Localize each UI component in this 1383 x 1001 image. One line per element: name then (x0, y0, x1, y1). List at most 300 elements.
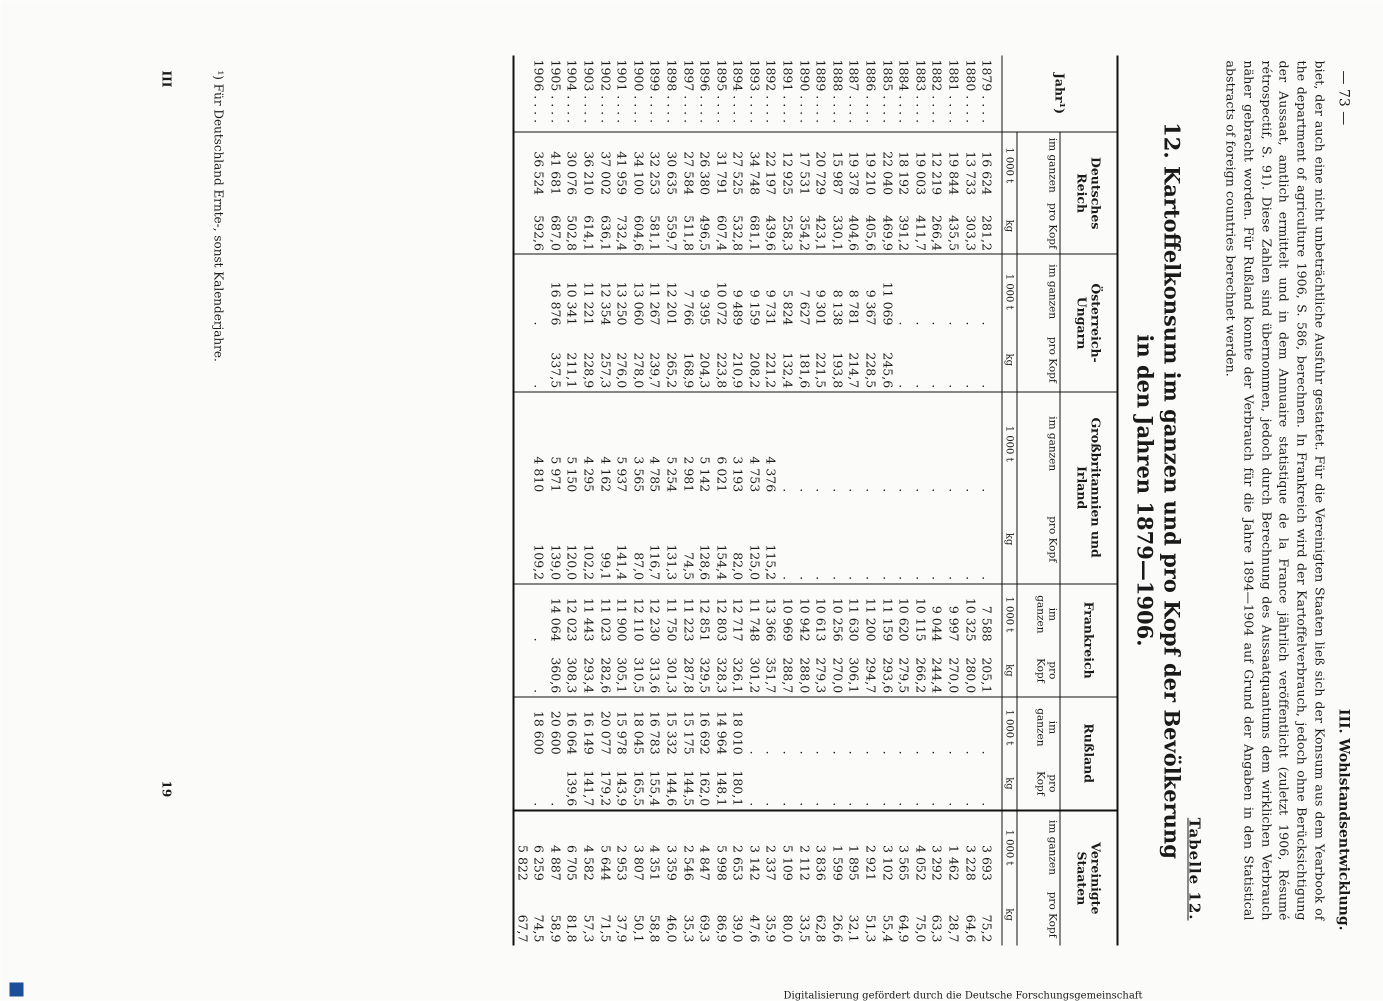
value-cell: 14 964 (713, 696, 730, 757)
year-cell: 1884 . . . . (896, 59, 912, 123)
value-cell: . (945, 696, 962, 757)
value-cell: 11 221 (580, 254, 597, 328)
value-cell: 221,5 (813, 351, 829, 388)
value-cell: 266,2 (912, 656, 928, 693)
value-cell: . (531, 688, 547, 693)
value-cell: 132,4 (780, 351, 796, 388)
value-cell: . (978, 254, 1001, 328)
value-cell: . (929, 391, 946, 495)
value-cell: 11 023 (597, 583, 614, 644)
value-cell: 125,0 (746, 543, 762, 580)
value-cell: 4 810 (530, 391, 547, 495)
value-cell: . (812, 391, 829, 495)
value-cell: 305,1 (614, 656, 630, 693)
table-row (530, 55, 547, 945)
value-cell: . (946, 575, 962, 580)
value-cell: 12 023 (564, 583, 581, 644)
value-cell: 282,6 (597, 656, 613, 693)
value-cell: . (912, 575, 928, 580)
subheader-cell: im ganzen (1017, 810, 1060, 884)
value-cell: 5 824 (779, 254, 796, 328)
value-cell: 143,9 (614, 769, 630, 806)
value-cell: 3 142 (746, 810, 763, 884)
value-cell: 26,6 (829, 914, 845, 942)
table-row (513, 55, 531, 945)
table-row (580, 55, 597, 945)
value-cell: 4 351 (647, 810, 664, 884)
value-cell: 20 729 (812, 132, 829, 198)
value-cell: 681,1 (746, 214, 762, 251)
value-cell: 306,1 (846, 656, 862, 693)
value-cell: 12 851 (696, 583, 713, 644)
value-cell: 36 210 (580, 132, 597, 198)
value-cell: 636,1 (597, 214, 613, 251)
table-row (730, 55, 747, 945)
unit-cell: kg (1002, 495, 1017, 583)
value-cell: 1 599 (829, 810, 846, 884)
value-cell: 193,8 (829, 351, 845, 388)
value-cell: 3 836 (812, 810, 829, 884)
subheader-cell: pro Kopf (1017, 495, 1060, 583)
value-cell: 10 969 (779, 583, 796, 644)
value-cell: . (846, 801, 862, 806)
value-cell: 360,6 (547, 656, 563, 693)
value-cell: . (813, 801, 829, 806)
value-cell: . (829, 696, 846, 757)
table-row (597, 55, 614, 945)
value-cell: 5 254 (663, 391, 680, 495)
value-cell: . (929, 801, 945, 806)
year-cell: 1898 . . . . (663, 59, 679, 123)
value-cell: 10 942 (796, 583, 813, 644)
value-cell: . (895, 696, 912, 757)
value-cell: 5 937 (613, 391, 630, 495)
table-row (912, 55, 929, 945)
value-cell: 128,6 (697, 543, 713, 580)
value-cell: . (863, 801, 879, 806)
unit-cell: 1 000 t (1002, 696, 1017, 757)
table-row (895, 55, 912, 945)
unit-cell: 1 000 t (1002, 810, 1017, 884)
value-cell: 10 115 (912, 583, 929, 644)
value-cell (513, 696, 531, 757)
value-cell: 329,5 (697, 656, 713, 693)
value-cell (513, 328, 531, 391)
value-cell: 13 250 (613, 254, 630, 328)
value-cell: 3 565 (895, 810, 912, 884)
value-cell: 469,9 (879, 214, 895, 251)
value-cell: 10 325 (962, 583, 979, 644)
value-cell (513, 254, 531, 328)
value-cell: 6 259 (530, 810, 547, 884)
subheader-cell: pro Kopf (1017, 198, 1060, 254)
value-cell: 63,3 (929, 914, 945, 942)
year-cell: 1901 . . . . (614, 59, 630, 123)
value-cell: . (895, 391, 912, 495)
value-cell: . (746, 801, 762, 806)
value-cell: 223,8 (713, 351, 729, 388)
value-cell: . (978, 391, 1001, 495)
value-cell: 16 624 (978, 132, 1001, 198)
value-cell: 279,5 (896, 656, 912, 693)
value-cell: 139,6 (564, 769, 580, 806)
value-cell: 559,7 (663, 214, 679, 251)
value-cell: 2 921 (862, 810, 879, 884)
year-cell: 1902 . . . . (597, 59, 613, 123)
year-cell: 1882 . . . . (929, 59, 945, 123)
value-cell: 51,3 (863, 914, 879, 942)
value-cell: 115,2 (763, 543, 779, 580)
value-cell: 4 887 (547, 810, 564, 884)
country-header: Vereinigte Staaten (1060, 810, 1118, 945)
value-cell: 210,9 (730, 351, 746, 388)
value-cell: . (978, 696, 1001, 757)
year-cell: 1894 . . . . (730, 59, 746, 123)
value-cell: . (879, 575, 895, 580)
year-cell: 1886 . . . . (863, 59, 879, 123)
value-cell: 41 959 (613, 132, 630, 198)
value-cell: 5 998 (713, 810, 730, 884)
value-cell: . (862, 696, 879, 757)
value-cell: 58,8 (647, 914, 663, 942)
value-cell (513, 198, 531, 254)
value-cell: 12 925 (779, 132, 796, 198)
value-cell: 141,4 (614, 543, 630, 580)
value-cell: 14 064 (547, 583, 564, 644)
year-cell: 1904 . . . . (564, 59, 580, 123)
year-column-header: Jahr¹) (1002, 55, 1118, 132)
value-cell: 6 705 (564, 810, 581, 884)
value-cell: 288,7 (780, 656, 796, 693)
value-cell: 287,8 (680, 656, 696, 693)
value-cell: 687,0 (547, 214, 563, 251)
value-cell: 30 635 (663, 132, 680, 198)
value-cell: . (896, 383, 912, 388)
value-cell (513, 391, 531, 495)
year-cell: 1903 . . . . (580, 59, 596, 123)
potato-consumption-table (512, 55, 1118, 945)
value-cell: 7 627 (796, 254, 813, 328)
value-cell: 13 733 (962, 132, 979, 198)
value-cell: 9 489 (730, 254, 747, 328)
intro-paragraph: biet, der auch eine nicht unbeträchtliche Ausfuhr gestattet. Für die Vereinigten Staaten ließ sich der Konsum aus dem Yearbook of the department of agriculture 1906, S. 586, berechnen. In Frankreich wird der Kartoffelverbrauch, jedoch ohne Berücksichtigung der Aussaat, amtlich ermittelt und in dem Annuaire statistique de la France jährlich veröffentlicht (zuletzt 1906, Résumé rétrospectif, S. 91). Diese Zahlen sind übernommen, jedoch durch Berechnung des Aussaatquantums dem wirklichen Verbrauch näher gebracht worden. Für Rußland konnte der Verbrauch für die Jahre 1894—1904 auf Grund der Angaben in den Statistical abstracts of foreign countries berechnet werden. (1223, 60, 1327, 920)
value-cell: 1 895 (846, 810, 863, 884)
table-row (630, 55, 647, 945)
value-cell: 144,5 (680, 769, 696, 806)
table-row (812, 55, 829, 945)
value-cell: 4 376 (763, 391, 780, 495)
page-number: — 73 — (1335, 70, 1351, 125)
value-cell: 11 630 (846, 583, 863, 644)
value-cell: 2 337 (763, 810, 780, 884)
value-cell: 80,0 (780, 914, 796, 942)
value-cell: 303,3 (962, 214, 978, 251)
value-cell: 204,3 (697, 351, 713, 388)
value-cell: 17 531 (796, 132, 813, 198)
value-cell: 168,9 (680, 351, 696, 388)
value-cell: 9 997 (945, 583, 962, 644)
year-cell: 1890 . . . . (796, 59, 812, 123)
section-title: III. Wohlstandsentwicklung. (1335, 708, 1351, 930)
value-cell: . (829, 801, 845, 806)
unit-cell: kg (1002, 198, 1017, 254)
value-cell: . (945, 254, 962, 328)
country-header: Österreich-Ungarn (1060, 254, 1118, 391)
year-cell: 1900 . . . . (630, 59, 646, 123)
year-cell: 1881 . . . . (946, 59, 962, 123)
value-cell: 27 584 (680, 132, 697, 198)
value-cell: 3 292 (929, 810, 946, 884)
value-cell: 3 359 (663, 810, 680, 884)
value-cell: 310,5 (630, 656, 646, 693)
value-cell: 148,1 (713, 769, 729, 806)
value-cell: 19 378 (846, 132, 863, 198)
subheader-cell: im ganzen (1017, 696, 1060, 757)
value-cell: 87,0 (630, 551, 646, 580)
value-cell: 221,2 (763, 351, 779, 388)
value-cell: . (829, 391, 846, 495)
subheader-cell: pro Kopf (1017, 883, 1060, 945)
value-cell: 19 003 (912, 132, 929, 198)
value-cell: . (530, 254, 547, 328)
value-cell: 102,2 (580, 543, 596, 580)
value-cell: 26 380 (696, 132, 713, 198)
value-cell: 22 040 (879, 132, 896, 198)
value-cell: 293,6 (879, 656, 895, 693)
table-row (564, 55, 581, 945)
value-cell: 11 750 (663, 583, 680, 644)
value-cell: . (813, 575, 829, 580)
year-cell: 1896 . . . . (697, 59, 713, 123)
value-cell: . (531, 801, 547, 806)
page-marker-right: 19 (159, 780, 173, 797)
country-header: Rußland (1060, 696, 1118, 810)
value-cell: 2 953 (613, 810, 630, 884)
running-head (1335, 70, 1351, 930)
unit-cell: kg (1002, 644, 1017, 696)
value-cell: 228,5 (863, 351, 879, 388)
value-cell: 8 781 (846, 254, 863, 328)
value-cell: 19 844 (945, 132, 962, 198)
value-cell: 293,4 (580, 656, 596, 693)
value-cell (513, 132, 531, 198)
value-cell: . (862, 391, 879, 495)
value-cell: . (829, 575, 845, 580)
year-cell: 1888 . . . . (829, 59, 845, 123)
table-row (879, 55, 896, 945)
value-cell: . (796, 801, 812, 806)
value-cell: 162,0 (697, 769, 713, 806)
value-cell: 1 462 (945, 810, 962, 884)
value-cell: 32 253 (647, 132, 664, 198)
year-cell: 1887 . . . . (846, 59, 862, 123)
value-cell: 13 366 (763, 583, 780, 644)
subheader-cell: pro Kopf (1017, 328, 1060, 391)
table-row (829, 55, 846, 945)
value-cell: 33,5 (796, 914, 812, 942)
table-row (846, 55, 863, 945)
value-cell: 131,3 (663, 543, 679, 580)
value-cell: . (796, 575, 812, 580)
table-row (763, 55, 780, 945)
value-cell: 9 731 (763, 254, 780, 328)
value-cell: 2 546 (680, 810, 697, 884)
table-row (547, 55, 564, 945)
value-cell: 581,1 (647, 214, 663, 251)
value-cell: . (895, 254, 912, 328)
year-cell: 1906 . . . . (531, 59, 547, 123)
value-cell: 32,1 (846, 914, 862, 942)
year-cell (513, 55, 531, 132)
value-cell: 11 267 (647, 254, 664, 328)
digitization-note: Digitalisierung gefördert durch die Deutsche Forschungsgemeinschaft (783, 990, 1142, 1001)
value-cell: 36 524 (530, 132, 547, 198)
value-cell: 423,1 (813, 214, 829, 251)
footnote: ¹) Für Deutschland Ernte-, sonst Kalenderjahre. (211, 70, 225, 362)
dfg-logo (9, 982, 23, 996)
value-cell: 3 193 (730, 391, 747, 495)
value-cell: 5 644 (597, 810, 614, 884)
value-cell: 58,9 (547, 914, 563, 942)
value-cell: 208,2 (746, 351, 762, 388)
value-cell: . (746, 696, 763, 757)
unit-cell: kg (1002, 757, 1017, 810)
year-cell: 1879 . . . . (979, 59, 995, 123)
value-cell: 75,2 (979, 914, 995, 942)
value-cell: 139,0 (547, 543, 563, 580)
value-cell: 439,6 (763, 214, 779, 251)
value-cell: 351,7 (763, 656, 779, 693)
value-cell: 180,1 (730, 769, 746, 806)
value-cell: 405,6 (863, 214, 879, 251)
value-cell: 6 021 (713, 391, 730, 495)
value-cell: 69,3 (697, 914, 713, 942)
value-cell: 50,1 (630, 914, 646, 942)
value-cell: 18 010 (730, 696, 747, 757)
value-cell: . (896, 801, 912, 806)
value-cell: 67,7 (513, 883, 531, 945)
value-cell (513, 495, 531, 583)
table-row (663, 55, 680, 945)
value-cell: 5 142 (696, 391, 713, 495)
value-cell (513, 644, 531, 696)
value-cell: 11 223 (680, 583, 697, 644)
value-cell: 165,5 (630, 769, 646, 806)
value-cell: 614,1 (580, 214, 596, 251)
table-row (978, 55, 1001, 945)
table-row (862, 55, 879, 945)
value-cell: 265,2 (663, 351, 679, 388)
value-cell: 244,4 (929, 656, 945, 693)
value-cell: 3 228 (962, 810, 979, 884)
value-cell: . (929, 383, 945, 388)
value-cell: 16 783 (647, 696, 664, 757)
value-cell: 12 803 (713, 583, 730, 644)
value-cell: 2 981 (680, 391, 697, 495)
value-cell: 15 987 (829, 132, 846, 198)
value-cell: 141,7 (580, 769, 596, 806)
value-cell: . (912, 383, 928, 388)
value-cell: 154,4 (713, 543, 729, 580)
year-cell: 1899 . . . . (647, 59, 663, 123)
value-cell: 8 138 (829, 254, 846, 328)
value-cell: 278,0 (630, 351, 646, 388)
value-cell: 502,8 (564, 214, 580, 251)
value-cell: 47,6 (746, 914, 762, 942)
unit-cell: 1 000 t (1002, 391, 1017, 495)
value-cell: 5 822 (513, 810, 531, 884)
value-cell: . (879, 391, 896, 495)
value-cell: 12 201 (663, 254, 680, 328)
value-cell: . (945, 391, 962, 495)
value-cell: 82,0 (730, 551, 746, 580)
value-cell: . (846, 391, 863, 495)
value-cell: 16 692 (696, 696, 713, 757)
year-cell: 1893 . . . . (746, 59, 762, 123)
year-cell: 1885 . . . . (879, 59, 895, 123)
value-cell: 9 301 (812, 254, 829, 328)
value-cell: . (912, 391, 929, 495)
value-cell: 10 613 (812, 583, 829, 644)
value-cell: 37,9 (614, 914, 630, 942)
table-row (613, 55, 630, 945)
value-cell: 337,5 (547, 351, 563, 388)
country-header: Deutsches Reich (1060, 132, 1118, 254)
value-cell: 2 112 (796, 810, 813, 884)
value-cell: . (946, 383, 962, 388)
title-line-2: in den Jahren 1879—1906. (1131, 333, 1157, 647)
value-cell: 30 076 (564, 132, 581, 198)
value-cell: . (796, 696, 813, 757)
table-row (647, 55, 664, 945)
value-cell: 86,9 (713, 914, 729, 942)
value-cell: 35,3 (680, 914, 696, 942)
unit-cell: 1 000 t (1002, 254, 1017, 328)
value-cell: 266,4 (929, 214, 945, 251)
year-cell: 1897 . . . . (680, 59, 696, 123)
page-marker-left: III (159, 70, 173, 87)
value-cell: 11 069 (879, 254, 896, 328)
value-cell: 211,1 (564, 351, 580, 388)
value-cell (513, 583, 531, 644)
value-cell: 12 354 (597, 254, 614, 328)
value-cell: 16 876 (547, 254, 564, 328)
value-cell: 2 653 (730, 810, 747, 884)
value-cell: 41 681 (547, 132, 564, 198)
value-cell: 328,3 (713, 656, 729, 693)
value-cell: 10 072 (713, 254, 730, 328)
value-cell: . (879, 696, 896, 757)
value-cell: . (846, 696, 863, 757)
value-cell: 270,0 (829, 656, 845, 693)
unit-cell: kg (1002, 328, 1017, 391)
subheader-cell: pro Kopf (1017, 757, 1060, 810)
value-cell: 5 109 (779, 810, 796, 884)
value-cell: 3 102 (879, 810, 896, 884)
table-row (929, 55, 946, 945)
value-cell: . (863, 575, 879, 580)
value-cell: 5 150 (564, 391, 581, 495)
value-cell: 257,3 (597, 351, 613, 388)
value-cell: 592,6 (531, 214, 547, 251)
value-cell: 74,5 (680, 551, 696, 580)
year-cell: 1889 . . . . (813, 59, 829, 123)
value-cell: 12 230 (647, 583, 664, 644)
value-cell: 4 847 (696, 810, 713, 884)
value-cell: . (896, 575, 912, 580)
value-cell: 12 219 (929, 132, 946, 198)
value-cell: 81,8 (564, 914, 580, 942)
